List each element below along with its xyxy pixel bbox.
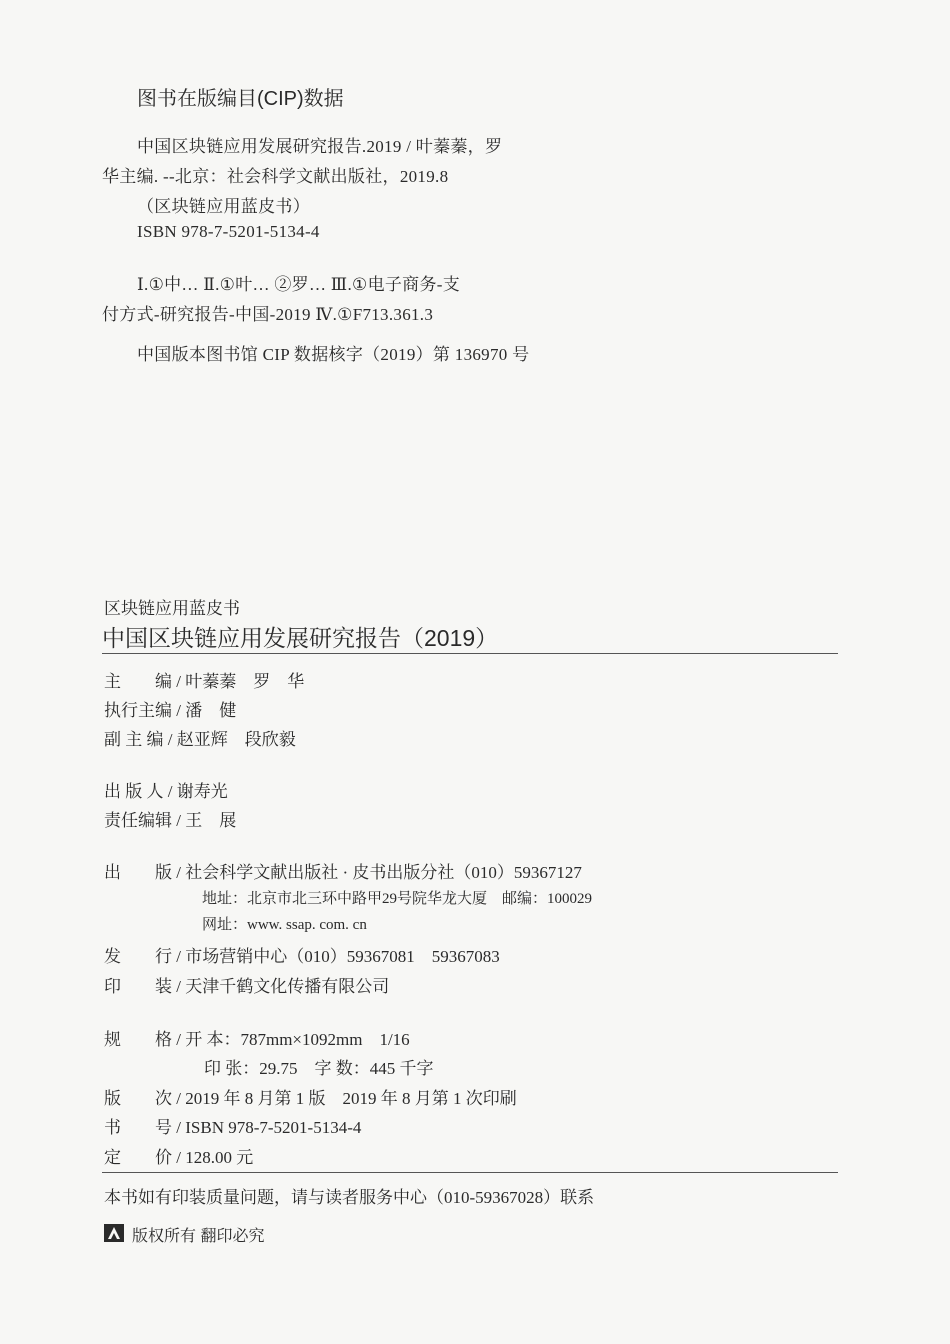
editor-value: 叶蓁蓁 罗 华 (185, 672, 305, 691)
deputy-editor-row (104, 725, 296, 750)
price-row (104, 1143, 253, 1168)
isbn-row (104, 1113, 361, 1138)
cip-line-4: ISBN 978-7-5201-5134-4 (137, 222, 320, 241)
cip-line-7: 中国版本图书馆 CIP 数据核字（2019）第 136970 号 (137, 345, 530, 364)
slash: / (172, 947, 186, 966)
format-row (104, 1025, 410, 1050)
quality-notice: 本书如有印装质量问题，请与读者服务中心（010-59367028）联系 (104, 1188, 595, 1207)
printing-row (104, 972, 389, 997)
format-value: 开 本：787mm×1092mm 1/16 (185, 1030, 410, 1049)
publisher-address: 地址：北京市北三环中路甲29号院华龙大厦 邮编：100029 (202, 891, 593, 907)
title-divider (102, 653, 838, 654)
deputy-editor-label: 副 主 编 (104, 730, 164, 749)
series-name: 区块链应用蓝皮书 (104, 599, 240, 618)
price-value: 128.00 元 (185, 1148, 254, 1167)
cip-heading: 图书在版编目(CIP)数据 (137, 88, 344, 110)
publisher-website: 网址：www. ssap. com. cn (202, 917, 367, 933)
publisher-person-label: 出 版 人 (104, 782, 164, 801)
exec-editor-label: 执行主编 (104, 701, 172, 720)
exec-editor-value: 潘 健 (185, 701, 237, 720)
cip-line-5: Ⅰ.①中… Ⅱ.①叶… ②罗… Ⅲ.①电子商务-支 (137, 275, 461, 294)
publisher-logo-icon (104, 1224, 124, 1242)
exec-editor-row (104, 696, 236, 721)
distribution-value: 市场营销中心（010）59367081 59367083 (185, 947, 500, 966)
responsible-editor-label: 责任编辑 (104, 811, 172, 830)
book-title: 中国区块链应用发展研究报告（2019） (102, 625, 499, 651)
price-label: 定 价 (104, 1148, 172, 1167)
footer-divider (102, 1172, 838, 1173)
slash: / (172, 1118, 186, 1137)
slash: / (172, 863, 186, 882)
publisher-person-row (104, 777, 228, 802)
rights-notice: 版权所有 翻印必究 (132, 1228, 265, 1245)
editor-row (104, 667, 304, 692)
slash: / (172, 1089, 186, 1108)
publisher-label: 出 版 (104, 863, 172, 882)
format-label: 规 格 (104, 1030, 172, 1049)
edition-row (104, 1084, 517, 1109)
slash: / (172, 1030, 186, 1049)
slash: / (172, 701, 186, 720)
deputy-editor-value: 赵亚辉 段欣毅 (176, 730, 296, 749)
cip-line-2: 华主编. --北京：社会科学文献出版社，2019.8 (102, 167, 449, 186)
isbn-value: ISBN 978-7-5201-5134-4 (185, 1118, 362, 1137)
slash: / (163, 730, 177, 749)
slash: / (172, 977, 186, 996)
editor-label: 主 编 (104, 672, 172, 691)
cip-line-6: 付方式-研究报告-中国-2019 Ⅳ.①F713.361.3 (102, 305, 434, 324)
distribution-label: 发 行 (104, 947, 172, 966)
slash: / (172, 811, 186, 830)
cip-line-3: （区块链应用蓝皮书） (137, 197, 310, 216)
isbn-label: 书 号 (104, 1118, 172, 1137)
responsible-editor-value: 王 展 (185, 811, 237, 830)
slash: / (163, 782, 177, 801)
slash: / (172, 672, 186, 691)
publisher-row (104, 858, 582, 883)
responsible-editor-row (104, 806, 236, 831)
sheets-value: 印 张：29.75 字 数：445 千字 (204, 1059, 434, 1078)
printing-value: 天津千鹤文化传播有限公司 (185, 977, 390, 996)
cip-line-1: 中国区块链应用发展研究报告.2019 / 叶蓁蓁，罗 (137, 137, 503, 156)
edition-value: 2019 年 8 月第 1 版 2019 年 8 月第 1 次印刷 (185, 1089, 517, 1108)
publisher-value: 社会科学文献出版社 · 皮书出版分社（010）59367127 (185, 863, 582, 882)
publisher-person-value: 谢寿光 (176, 782, 228, 801)
slash: / (172, 1148, 186, 1167)
distribution-row (104, 942, 500, 967)
printing-label: 印 装 (104, 977, 172, 996)
edition-label: 版 次 (104, 1089, 172, 1108)
